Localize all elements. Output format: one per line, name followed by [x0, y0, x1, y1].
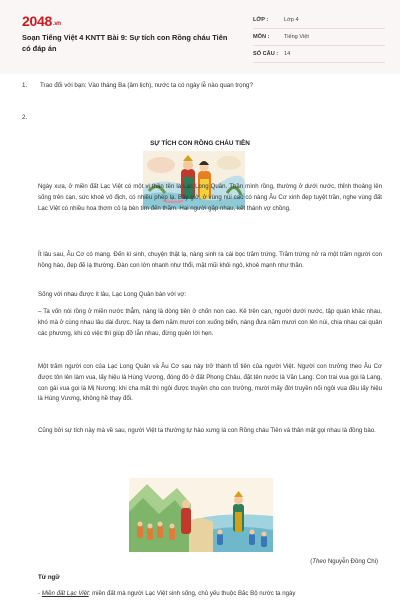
story-paragraph: Một trăm người con của Lạc Long Quân và Âu Cơ sau này trở thành tổ tiên của người Việt. Người con trưởng theo Âu Cơ được tôn lên làm vua, lấy hiệu là Hùng Vương, đóng đô ở đất Phong Châu, đặt tên nước là Văn Lang. Con trai vua gọi là Lang, con gái vua gọi là Mị Nương; khi cha mất thì ngôi được truyền cho con trưởng, mười mấy đời truyền nối ngôi vua đều lấy hiệu là Hùng Vương, không hề thay đổi.: [38, 363, 382, 403]
vocab-term: Miền đất Lạc Việt: [41, 590, 89, 597]
meta-key: LỚP :: [253, 17, 269, 23]
story-paragraph: Cũng bởi sự tích này mà về sau, người Việt ta thường tự hào xưng là con Rồng cháu Tiên và thân mật gọi nhau là đồng bào.: [38, 427, 376, 434]
credit-open: (: [310, 558, 313, 565]
story-paragraph: Ít lâu sau, Âu Cơ có mang. Đến kì sinh, chuyện thật lạ, nàng sinh ra cái bọc trăm trứng. Trăm trứng nở ra một trăm người con hồng hào, đẹp đẽ lạ thường. Đàn con lớn nhanh như thổi, mặt mũi khôi ngô, khoẻ mạnh như thần.: [38, 251, 382, 269]
meta-value: Lớp 4: [284, 17, 299, 23]
story-paragraph: Sống với nhau được ít lâu, Lạc Long Quân bàn với vợ:: [38, 291, 187, 298]
meta-value: Tiếng Việt: [284, 34, 309, 40]
document-meta: [253, 12, 385, 63]
question-number: 2.: [22, 114, 28, 121]
vocab-heading: Từ ngữ: [38, 574, 60, 581]
question-number: 1.: [22, 82, 28, 89]
meta-key: MÔN :: [253, 34, 270, 40]
logo-number: 2048: [22, 13, 52, 29]
story-title: SỰ TÍCH CON RỒNG CHÁU TIÊN: [150, 140, 250, 147]
vocab-definition: : miền đất mà người Lạc Việt sinh sống, chủ yếu thuộc Bắc Bộ nước ta ngày: [88, 590, 296, 597]
question-text: Trao đổi với bạn: Vào tháng Ba (âm lịch), nước ta có ngày lễ nào quan trọng?: [40, 82, 253, 89]
meta-value: 14: [284, 51, 291, 57]
document-title: Soạn Tiếng Việt 4 KNTT Bài 9: Sự tích con Rồng cháu Tiên có đáp án: [22, 33, 228, 53]
site-logo[interactable]: [22, 13, 61, 29]
page-header: [0, 0, 400, 74]
meta-row-subject: [253, 29, 385, 46]
logo-suffix: .vn: [52, 21, 61, 27]
story-paragraph: – Ta vốn nòi rồng ở miền nước thẳm, nàng là dòng tiên ở chốn non cao. Kẻ trên cạn, người dưới nước, tập quán khác nhau, khó mà ở cùng nhau lâu dài được. Nay ta đem năm mươi con xuống biển, nàng đưa năm mươi con lên núi, chia nhau cai quản các phương, khi có việc thì giúp đỡ lẫn nhau, đừng quên lời hẹn.: [38, 308, 382, 337]
question-1: [22, 82, 253, 89]
illustration-parting: [129, 478, 273, 552]
credit-author: Nguyễn Đồng Chi): [326, 558, 378, 565]
meta-row-question-count: [253, 46, 385, 63]
credit-prefix: Theo: [312, 558, 327, 565]
question-2: [22, 114, 40, 121]
meta-key: SỐ CÂU :: [253, 51, 279, 57]
story-credit: [310, 558, 378, 565]
vocab-entry: - Miền đất Lạc Việt: miền đất mà người Lạc Việt sinh sống, chủ yếu thuộc Bắc Bộ nước ta ngày: [38, 590, 296, 597]
story-paragraph: Ngày xưa, ở miền đất Lạc Việt có một vị thần tên là Lạc Long Quân. Thần mình rồng, thường ở dưới nước, thỉnh thoảng lên sống trên cạn, sức khoẻ vô địch, có nhiều phép lạ. Bấy giờ, ở vùng núi cao có nàng Âu Cơ xinh đẹp tuyệt trần, nghe vùng đất Lạc Việt có nhiều hoa thơm cỏ lạ bèn tìm đến thăm. Hai người gặp nhau, kết thành vợ chồng.: [38, 183, 382, 212]
meta-row-grade: [253, 12, 385, 29]
